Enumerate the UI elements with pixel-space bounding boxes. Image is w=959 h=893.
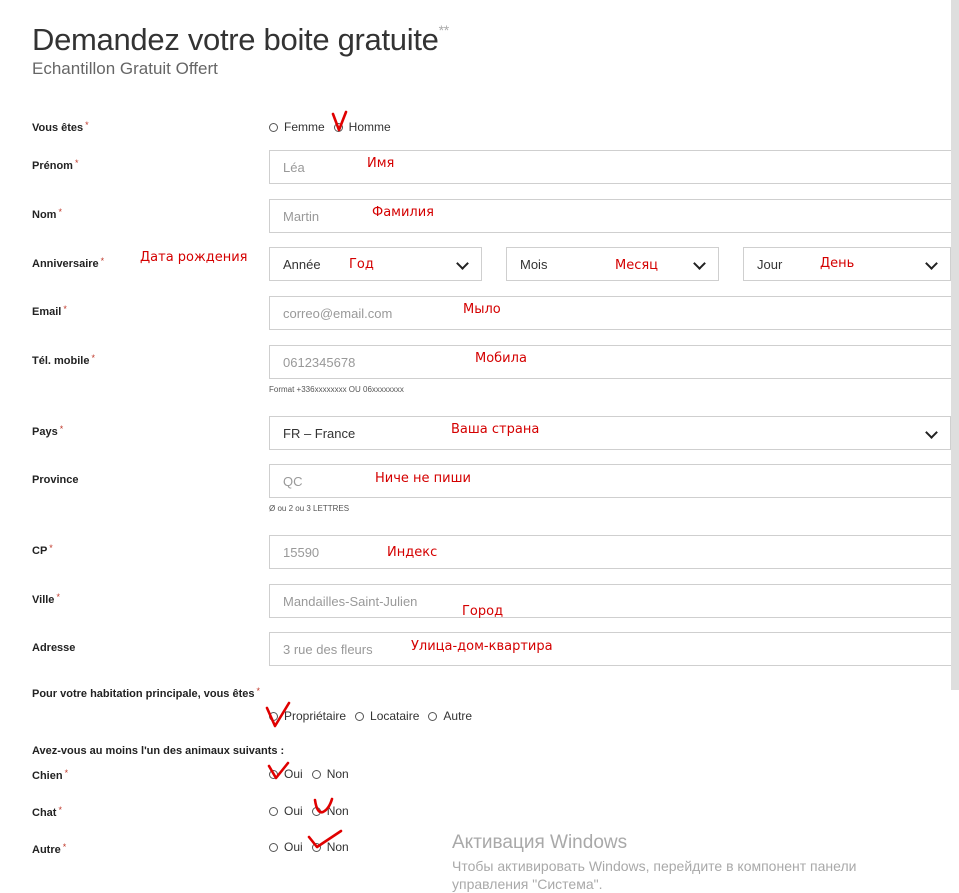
windows-activation-text: Чтобы активировать Windows, перейдите в компонент панели управления "Система".: [452, 858, 857, 892]
annotation-email: Мыло: [463, 302, 501, 317]
cat-option-yes[interactable]: Oui: [269, 804, 303, 818]
housing-option-tenant[interactable]: Locataire: [355, 709, 419, 723]
gender-option-homme[interactable]: Homme: [334, 120, 391, 134]
annotation-birthday: Дата рождения: [140, 250, 248, 265]
annotation-year: Год: [349, 257, 374, 272]
housing-radio-group: [269, 708, 481, 724]
check-mark-dog-yes: [266, 760, 292, 782]
mobile-label: Tél. mobile *: [32, 353, 95, 367]
page-scrollbar[interactable]: [951, 0, 959, 690]
postal-code-label: CP *: [32, 543, 53, 557]
chevron-down-icon: [693, 257, 706, 270]
annotation-city: Город: [462, 604, 504, 619]
radio-icon[interactable]: [269, 807, 278, 816]
radio-icon[interactable]: [355, 712, 364, 721]
gender-label: Vous êtes *: [32, 120, 89, 134]
chevron-down-icon: [456, 257, 469, 270]
birthday-label: Anniversaire *: [32, 256, 105, 270]
dog-label: Chien *: [32, 768, 69, 782]
annotation-country: Ваша страна: [451, 422, 540, 437]
city-input[interactable]: Mandailles-Saint-Julien: [269, 584, 959, 618]
check-mark-cat-no: [312, 796, 336, 818]
last-name-label: Nom *: [32, 207, 62, 221]
province-hint: Ø ou 2 ou 3 LETTRES: [269, 504, 350, 513]
email-label: Email *: [32, 304, 67, 318]
annotation-mobile: Мобила: [475, 351, 527, 366]
other-animal-label: Autre *: [32, 842, 67, 856]
other-option-yes[interactable]: Oui: [269, 840, 303, 854]
country-select[interactable]: FR – France: [269, 416, 951, 450]
radio-icon[interactable]: [428, 712, 437, 721]
address-label: Adresse: [32, 642, 76, 654]
gender-option-femme[interactable]: Femme: [269, 120, 325, 134]
mobile-input[interactable]: 0612345678: [269, 345, 959, 379]
radio-icon[interactable]: [269, 123, 278, 132]
page-title: Demandez votre boite gratuite**: [32, 21, 449, 57]
radio-icon[interactable]: [312, 770, 321, 779]
email-input[interactable]: correo@email.com: [269, 296, 959, 330]
annotation-last-name: Фамилия: [372, 205, 434, 220]
annotation-first-name: Имя: [367, 156, 395, 171]
mobile-format-hint: Format +336xxxxxxxx OU 06xxxxxxxx: [269, 385, 404, 394]
chevron-down-icon: [925, 426, 938, 439]
last-name-input[interactable]: Martin: [269, 199, 959, 233]
dog-option-no[interactable]: Non: [312, 767, 349, 781]
first-name-input[interactable]: Léa: [269, 150, 959, 184]
annotation-postal-code: Индекс: [387, 545, 438, 560]
postal-code-input[interactable]: 15590: [269, 535, 959, 569]
annotation-address: Улица-дом-квартира: [411, 639, 553, 654]
housing-option-other[interactable]: Autre: [428, 709, 472, 723]
address-input[interactable]: 3 rue des fleurs: [269, 632, 959, 666]
animals-heading: Avez-vous au moins l'un des animaux suivants :: [32, 745, 285, 757]
province-label: Province: [32, 474, 79, 486]
first-name-label: Prénom *: [32, 158, 79, 172]
birth-month-select[interactable]: Mois: [506, 247, 719, 281]
page-subtitle: Echantillon Gratuit Offert: [32, 59, 218, 78]
dog-option-yes[interactable]: Oui: [269, 767, 303, 781]
chevron-down-icon: [925, 257, 938, 270]
check-mark-proprietaire: [263, 700, 293, 730]
housing-option-owner[interactable]: Propriétaire: [269, 709, 346, 723]
check-mark-other-no: [305, 828, 345, 852]
windows-activation-title: Активация Windows: [452, 832, 628, 853]
city-label: Ville *: [32, 592, 60, 606]
cat-option-no[interactable]: Non: [312, 804, 349, 818]
annotation-day: День: [820, 256, 855, 271]
housing-label: Pour votre habitation principale, vous êtes *: [32, 686, 261, 700]
annotation-province: Ниче не пиши: [375, 471, 471, 486]
title-footnote-mark: **: [438, 21, 449, 38]
country-label: Pays *: [32, 424, 64, 438]
annotation-month: Месяц: [615, 258, 659, 273]
birth-year-select[interactable]: Année: [269, 247, 482, 281]
radio-icon[interactable]: [269, 843, 278, 852]
check-mark-homme: [330, 110, 350, 134]
province-input[interactable]: QC: [269, 464, 959, 498]
birth-day-select[interactable]: Jour: [743, 247, 951, 281]
other-option-no[interactable]: Non: [312, 840, 349, 854]
cat-label: Chat *: [32, 805, 62, 819]
